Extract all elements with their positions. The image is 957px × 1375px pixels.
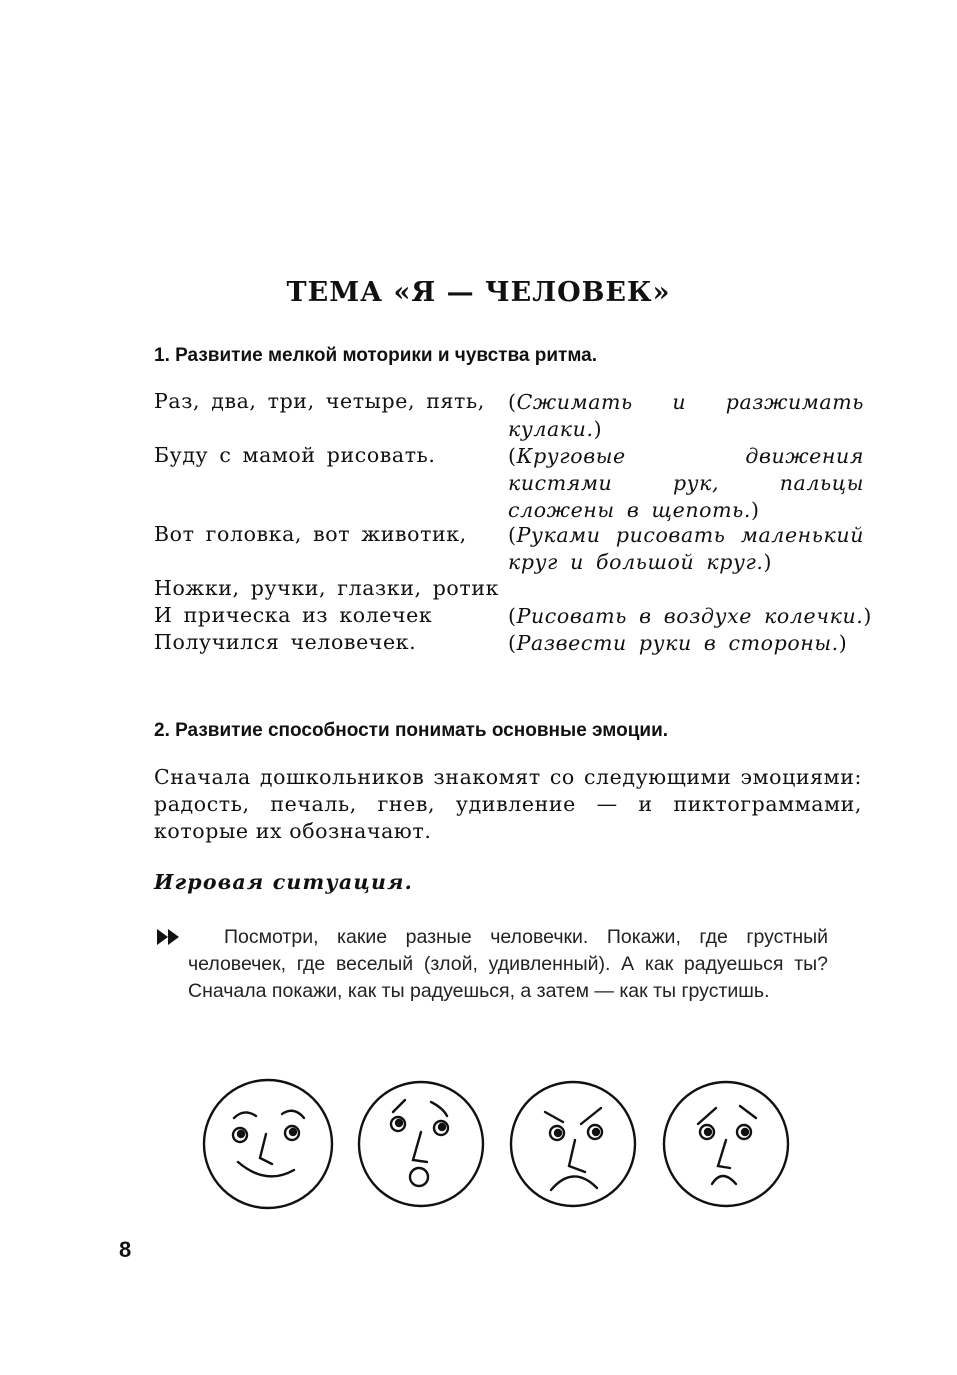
face-sadness-icon (664, 1082, 788, 1206)
poem-line: Буду с мамой рисовать. (154, 443, 436, 467)
poem-line: Получился человечек. (154, 630, 417, 654)
emotion-pictograms (196, 1076, 796, 1216)
poem-action-text: Рисовать в воздухе колечки. (516, 604, 864, 628)
poem-action: (Развести руки в стороны.) (508, 631, 848, 655)
poem-action-text: Сжимать и разжимать кулаки. (508, 390, 864, 441)
poem-action: (Рисовать в воздухе колечки.) (508, 604, 872, 628)
poem-action-text: Развести руки в стороны. (516, 631, 839, 655)
poem-action: (Круговые движения кистями рук, пальцы сложены в щепоть.) (508, 444, 864, 522)
fast-forward-icon (156, 928, 182, 946)
face-joy-icon (204, 1080, 332, 1208)
poem-line: Вот головка, вот животик, (154, 522, 467, 546)
poem-action-text: Круговые движения кистями рук, пальцы сложены в щепоть. (508, 444, 864, 522)
face-surprise-icon (359, 1082, 483, 1206)
section-2-heading: 2. Развитие способности понимать основные эмоции. (154, 720, 669, 741)
poem-line: И прическа из колечек (154, 603, 433, 627)
face-anger-icon (511, 1082, 635, 1206)
poem-action: (Руками рисовать маленький круг и большой круг.) (508, 523, 864, 574)
poem-action: (Сжимать и разжимать кулаки.) (508, 390, 864, 441)
instruction-text: Посмотри, какие разные человечки. Покажи, где грустный человечек, где веселый (злой, удивленный). А как радуешься ты? Сначала покажи, как ты радуешься, а затем — как ты грустишь. (188, 926, 828, 1002)
section-1-heading: 1. Развитие мелкой моторики и чувства ритма. (154, 345, 598, 366)
poem-line: Раз, два, три, четыре, пять, (154, 389, 485, 413)
page-title: ТЕМА «Я — ЧЕЛОВЕК» (286, 277, 671, 308)
intro-paragraph: Сначала дошкольников знакомят со следующими эмоциями: радость, печаль, гнев, удивление — и пиктограммами, которые их обозначают. (154, 765, 862, 843)
poem-line: Ножки, ручки, глазки, ротик (154, 576, 499, 600)
game-situation-label: Игровая ситуация. (154, 870, 413, 894)
page-number: 8 (119, 1237, 132, 1262)
poem-action-text: Руками рисовать маленький круг и большой круг. (508, 523, 864, 574)
